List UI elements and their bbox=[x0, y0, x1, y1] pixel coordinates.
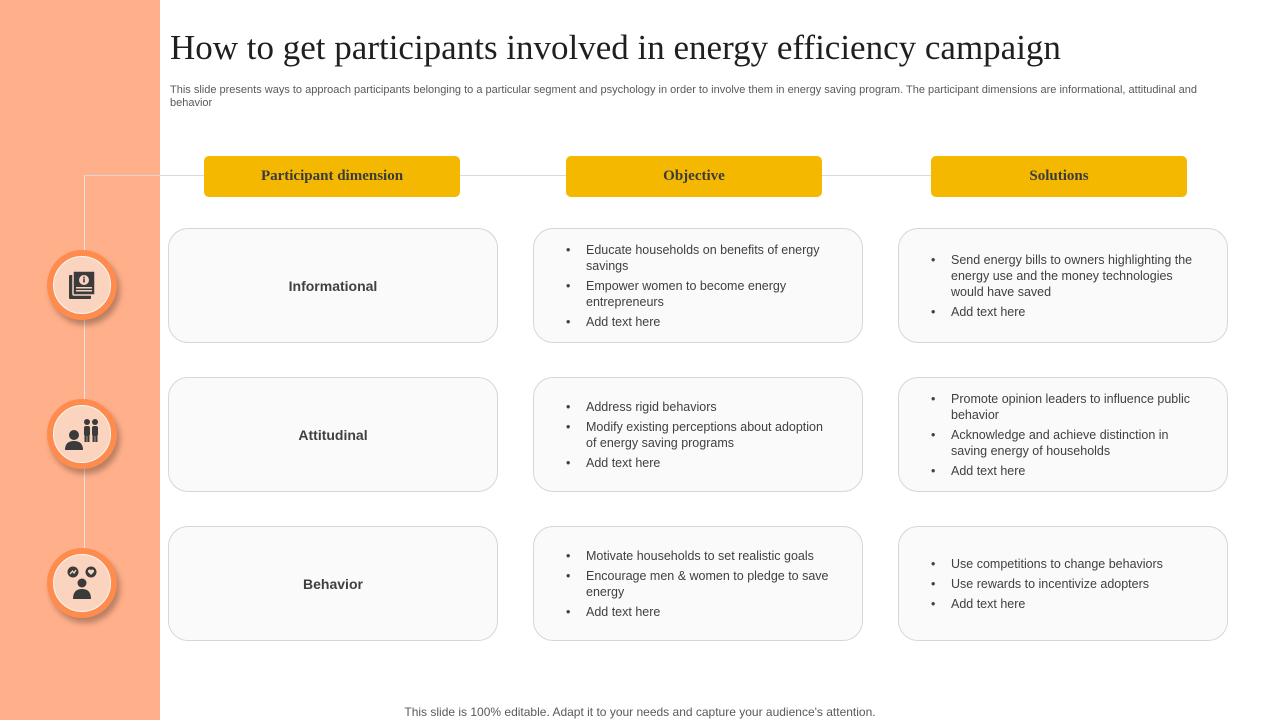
page-subtitle: This slide presents ways to approach participants belonging to a particular segment and psychology in order to involve them in energy saving program. The participant dimensions are informational, attitudinal and behavior bbox=[170, 84, 1198, 109]
solutions-list bbox=[931, 387, 1197, 483]
objective-card bbox=[533, 228, 863, 343]
list-item: • Empower women to become energy entrepreneurs bbox=[566, 278, 832, 310]
people-group-icon bbox=[63, 416, 101, 452]
header-solutions: Solutions bbox=[931, 156, 1187, 197]
objective-list bbox=[566, 395, 832, 475]
row-icon-circle bbox=[47, 399, 117, 469]
dimension-label: Attitudinal bbox=[298, 426, 368, 443]
list-item: • Add text here bbox=[931, 463, 1197, 479]
objective-card bbox=[533, 377, 863, 492]
person-feedback-icon bbox=[63, 565, 101, 601]
list-item: • Address rigid behaviors bbox=[566, 399, 832, 415]
page-title: How to get participants involved in energy efficiency campaign bbox=[170, 28, 1061, 67]
objective-list bbox=[566, 238, 832, 334]
list-item: • Add text here bbox=[931, 304, 1197, 320]
list-item: • Add text here bbox=[566, 455, 832, 471]
list-item: • Promote opinion leaders to influence public behavior bbox=[931, 391, 1197, 423]
list-item: • Modify existing perceptions about adoption of energy saving programs bbox=[566, 419, 832, 451]
solutions-list bbox=[931, 552, 1163, 616]
solutions-card bbox=[898, 526, 1228, 641]
header-objective: Objective bbox=[566, 156, 822, 197]
footer-note: This slide is 100% editable. Adapt it to your needs and capture your audience's attention. bbox=[404, 705, 876, 719]
dimension-card bbox=[168, 377, 498, 492]
list-item: • Add text here bbox=[566, 314, 832, 330]
solutions-list bbox=[931, 248, 1197, 324]
document-info-icon bbox=[64, 267, 100, 303]
objective-card bbox=[533, 526, 863, 641]
solutions-card bbox=[898, 377, 1228, 492]
list-item: • Motivate households to set realistic goals bbox=[566, 548, 832, 564]
list-item: • Use competitions to change behaviors bbox=[931, 556, 1163, 572]
vertical-connector-line bbox=[84, 175, 85, 585]
dimension-card bbox=[168, 526, 498, 641]
list-item: • Add text here bbox=[566, 604, 832, 620]
dimension-label: Behavior bbox=[303, 575, 363, 592]
row-icon-circle bbox=[47, 548, 117, 618]
list-item: • Encourage men & women to pledge to save energy bbox=[566, 568, 832, 600]
solutions-card bbox=[898, 228, 1228, 343]
list-item: • Educate households on benefits of energy savings bbox=[566, 242, 832, 274]
dimension-label: Informational bbox=[288, 277, 378, 294]
list-item: • Add text here bbox=[931, 596, 1163, 612]
row-icon-circle bbox=[47, 250, 117, 320]
list-item: • Send energy bills to owners highlighting the energy use and the money technologies would have saved bbox=[931, 252, 1197, 300]
list-item: • Use rewards to incentivize adopters bbox=[931, 576, 1163, 592]
header-participant-dimension: Participant dimension bbox=[204, 156, 460, 197]
dimension-card bbox=[168, 228, 498, 343]
list-item: • Acknowledge and achieve distinction in saving energy of households bbox=[931, 427, 1197, 459]
objective-list bbox=[566, 544, 832, 624]
